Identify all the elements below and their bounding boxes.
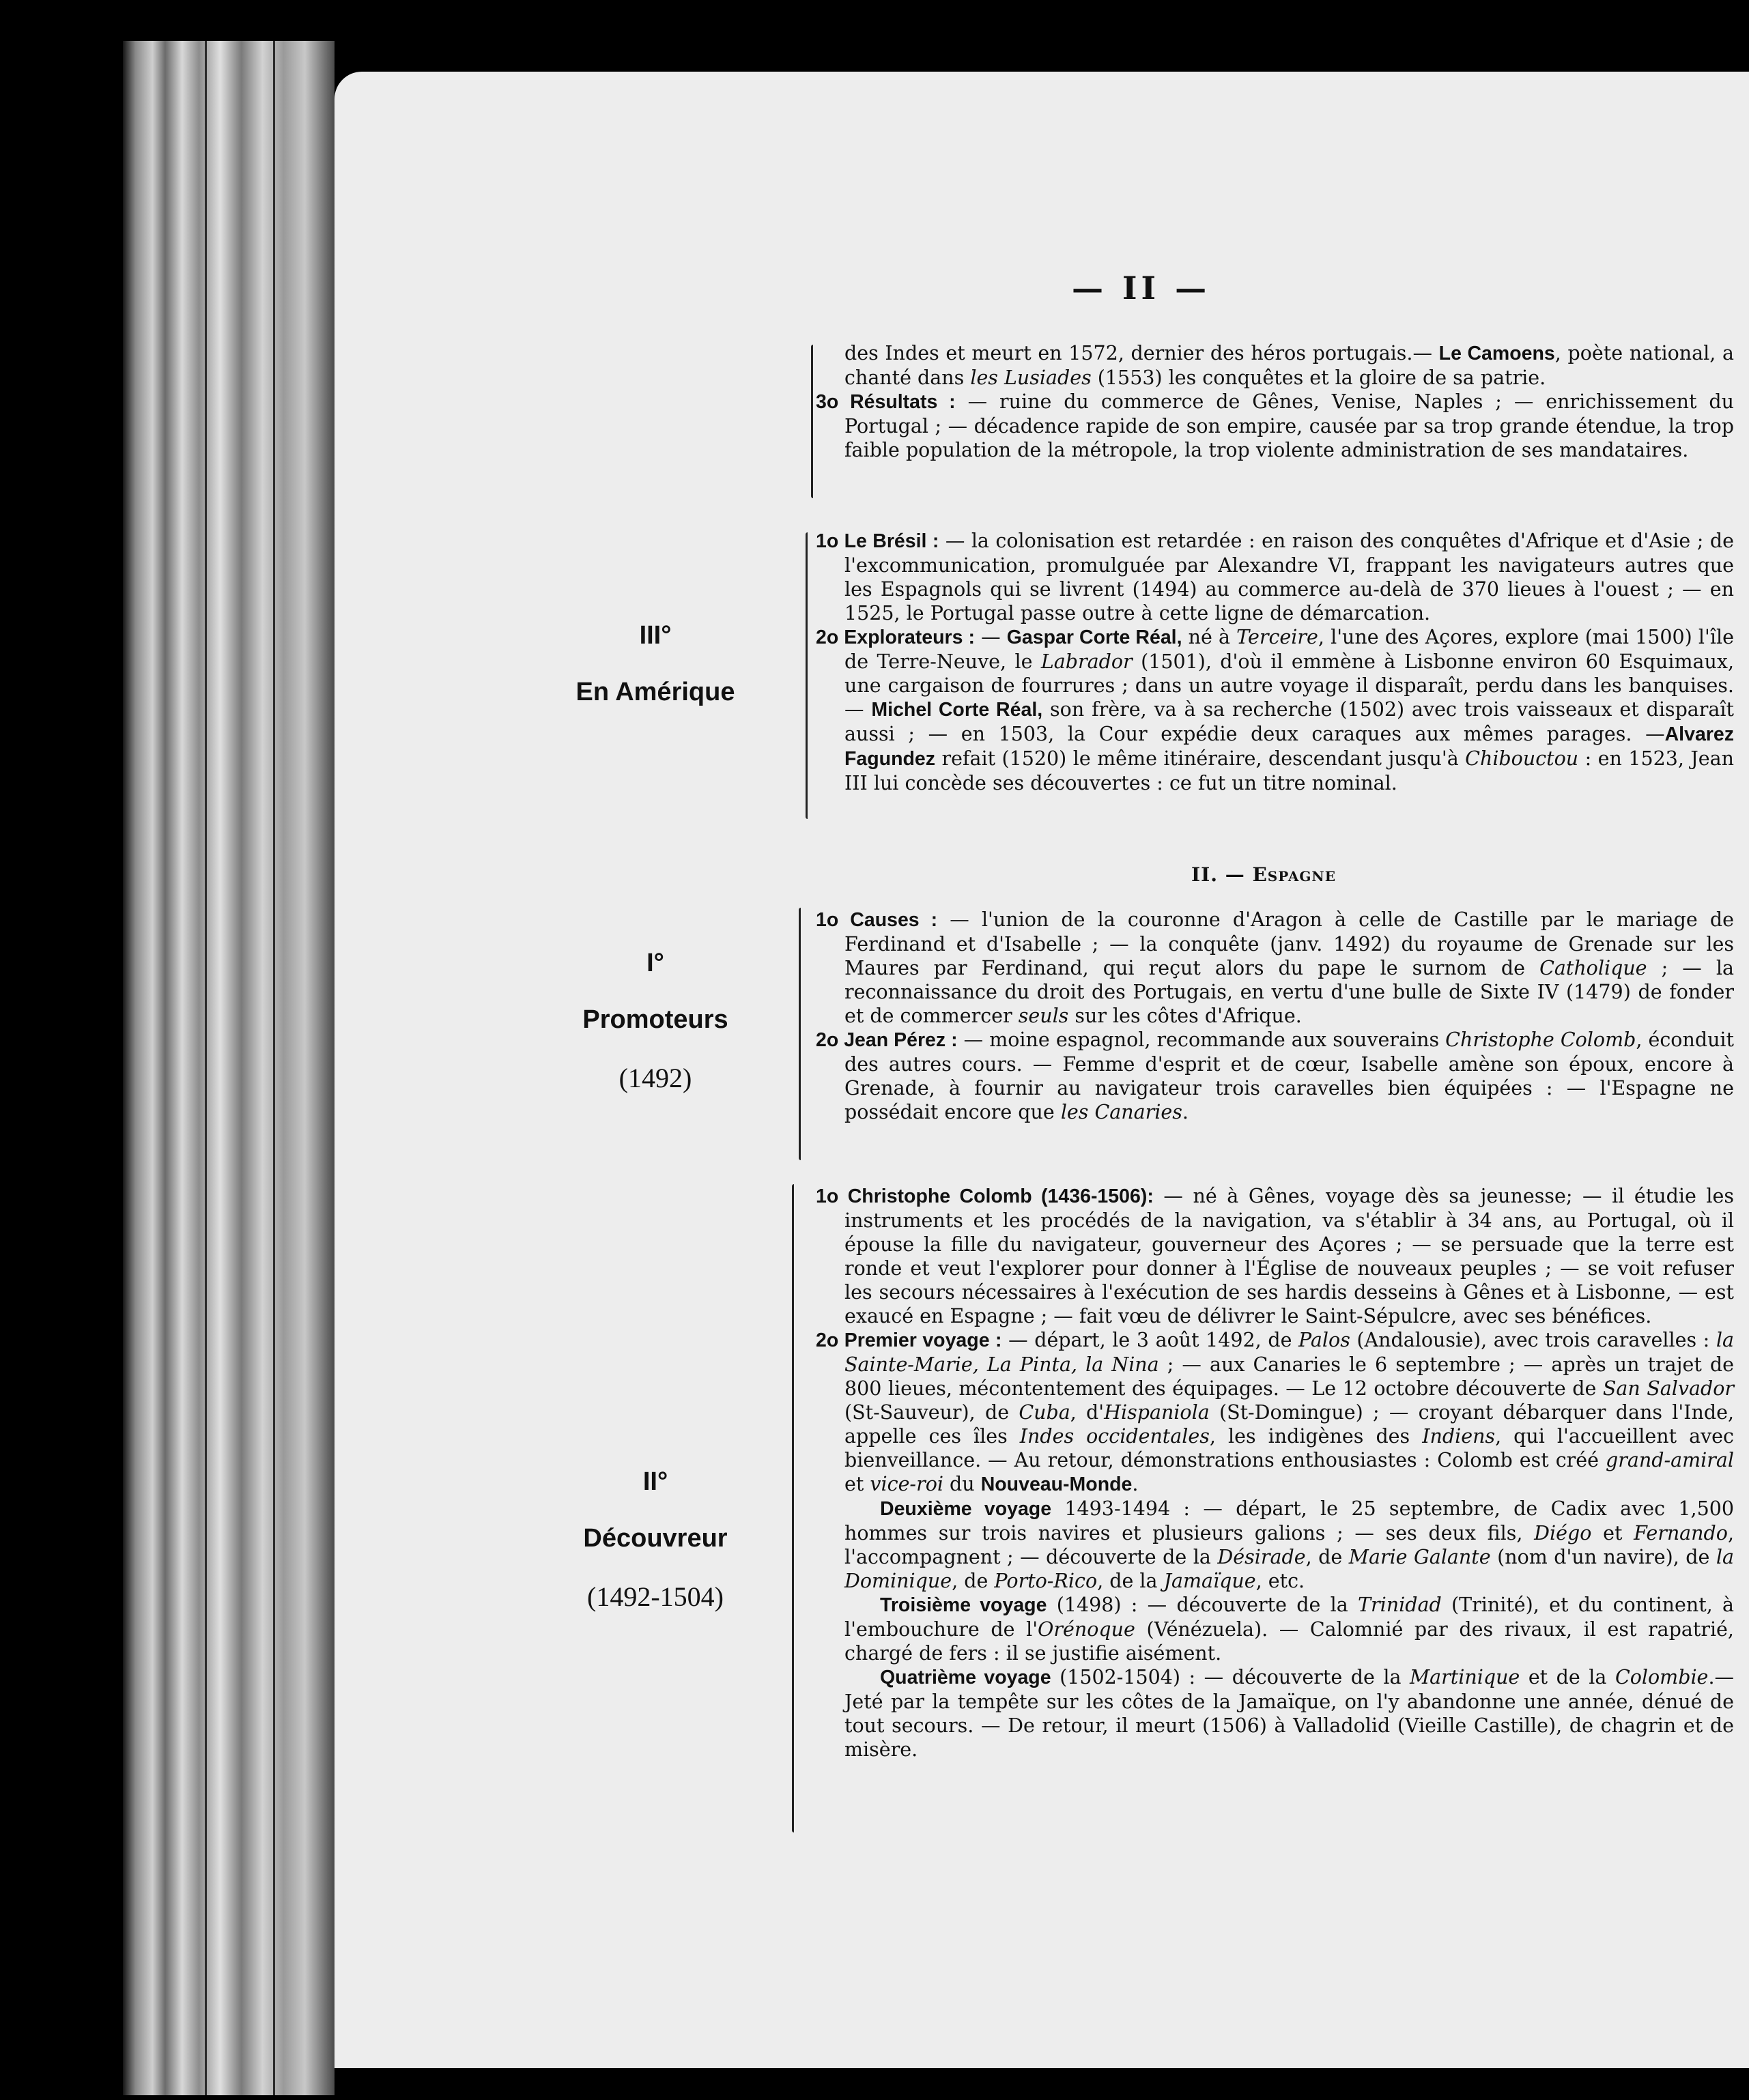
decouvreur-number: II°: [642, 1467, 668, 1496]
causes-paragraph: 1o Causes : — l'union de la couronne d'Aragon à celle de Castille par le mariage de Ferdinand et d'Isabelle ; — la conquête (janv. 1492) du royaume de Grenade sur les Maures par Ferdinand, qui reçut alors du pape le surnom de Catholique ; — la reconnaissance du droit des Portugais, en vertu d'une bulle de Sixte IV (1479) de fonder et de commercer seuls sur les côtes d'Afrique.: [816, 908, 1734, 1027]
book-spine: [123, 41, 335, 2095]
page-number: — II —: [1072, 270, 1211, 306]
promoteurs-section: [816, 908, 1734, 1124]
explorateurs-paragraph: 2o Explorateurs : — Gaspar Corte Réal, né à Terceire, l'une des Açores, explore (mai 1500) l'île de Terre-Neuve, le Labrador (1501), d'où il emmène à Lisbonne environ 60 Esquimaux, une cargaison de fourrures ; dans un autre voyage il disparaît, perdu dans les banquises. — Michel Corte Réal, son frère, va à sa recherche (1502) avec trois vaisseaux et disparaît aussi ; — en 1503, la Cour expédie deux caraques aux mêmes parages. —Alvarez Fagundez refait (1520) le même itinéraire, descendant jusqu'à Chibouctou : en 1523, Jean III lui concède ses découvertes : ce fut un titre nominal.: [816, 626, 1734, 794]
results-paragraph: 3o Résultats : — ruine du commerce de Gênes, Venise, Naples ; — enrichissement du Portugal ; — décadence rapide de son empire, causée par sa trop grande étendue, la trop faible population de la métropole, la trop violente administration de ses mandataires.: [816, 390, 1735, 461]
jean-perez-paragraph: 2o Jean Pérez : — moine espagnol, recommande aux souverains Christophe Colomb, éconduit des autres cours. — Femme d'esprit et de cœur, Isabelle amène son époux, encore à Grenade, à fournir au navigateur trois caravelles bien équipées : — l'Espagne ne possédait encore que les Canaries.: [816, 1029, 1734, 1123]
decouvreur-section: [816, 1184, 1734, 1761]
camoens-paragraph: des Indes et meurt en 1572, dernier des héros portugais.— Le Camoens, poète national, a chanté dans les Lusiades (1553) les conquêtes et la gloire de sa patrie.: [844, 342, 1734, 389]
decouvreur-title: Découvreur: [583, 1524, 728, 1553]
deuxieme-voyage-paragraph: Deuxième voyage 1493-1494 : — départ, le 25 septembre, de Cadix avec 1,500 hommes sur trois navires et plusieurs galions ; — ses deux fils, Diégo et Fernando, l'accompagnent ; — découverte de la Désirade, de Marie Galante (nom d'un navire), de la Dominique, de Porto-Rico, de la Jamaïque, etc.: [844, 1497, 1734, 1592]
bresil-paragraph: 1o Le Brésil : — la colonisation est retardée : en raison des conquêtes d'Afrique et d'Asie ; de l'excommunication, promulguée par Alexandre VI, frappant les navigateurs autres que les Espagnols qui se livrent (1494) au commerce au-delà de 370 lieues à l'ouest ; — en 1525, le Portugal passe outre à cette ligne de démarcation.: [816, 530, 1734, 624]
promoteurs-number: I°: [646, 949, 664, 977]
brace: [792, 1184, 794, 1832]
amerique-title: En Amérique: [575, 678, 735, 706]
brace: [799, 908, 801, 1160]
decouvreur-date: (1492-1504): [587, 1581, 724, 1612]
decouvreur-label: [505, 1467, 806, 1613]
premier-voyage-paragraph: 2o Premier voyage : — départ, le 3 août 1492, de Palos (Andalousie), avec trois caravelles : la Sainte-Marie, La Pinta, la Nina ; — aux Canaries le 6 septembre ; — après un trajet de 800 lieues, mécontentement des équipages. — Le 12 octobre découverte de San Salvador (St-Sauveur), de Cuba, d'Hispaniola (St-Domingue) ; — croyant débarquer dans l'Inde, appelle ces îles Indes occidentales, les indigènes des Indiens, qui l'accueillent avec bienveillance. — Au retour, démonstrations enthousiastes : Colomb est créé grand-amiral et vice-roi du Nouveau-Monde.: [816, 1329, 1734, 1495]
spine-line: [205, 41, 207, 2095]
promoteurs-label: [505, 949, 806, 1094]
promoteurs-title: Promoteurs: [582, 1005, 728, 1034]
amerique-label: [505, 621, 806, 707]
portugal-continuation: [816, 341, 1734, 462]
promoteurs-date: (1492): [618, 1063, 692, 1093]
troisieme-voyage-paragraph: Troisième voyage (1498) : — découverte de la Trinidad (Trinité), et du continent, à l'embouchure de l'Orénoque (Vénézuela). — Calomnié par des rivaux, il est rapatrié, chargé de fers : il se justifie aisément.: [844, 1594, 1734, 1665]
colomb-paragraph: 1o Christophe Colomb (1436-1506): — né à Gênes, voyage dès sa jeunesse; — il étudie les instruments et les procédés de la navigation, va s'établir à 34 ans, au Portugal, où il épouse la fille du navigateur, gouverneur des Açores ; — se persuade que la terre est ronde et veut l'explorer pour donner à l'Église de nouveaux peuples ; — se voit refuser les secours nécessaires à l'exécution de ses hardis desseins à Gênes et à Lisbonne, — est exaucé en Espagne ; — fait vœu de délivrer le Saint-Sépulcre, avec ses bénéfices.: [816, 1185, 1735, 1327]
spine-line: [273, 41, 275, 2095]
amerique-number: III°: [639, 621, 672, 650]
section-title-espagne: II. — Espagne: [1191, 863, 1336, 886]
brace: [811, 345, 813, 498]
quatrieme-voyage-paragraph: Quatrième voyage (1502-1504) : — découverte de la Martinique et de la Colombie.— Jeté par la tempête sur les côtes de la Jamaïque, on l'y abandonne une année, dénué de tout secours. — De retour, il meurt (1506) à Valladolid (Vieille Castille), de chagrin et de misère.: [844, 1666, 1734, 1761]
amerique-section: [816, 529, 1734, 795]
brace: [806, 532, 808, 819]
